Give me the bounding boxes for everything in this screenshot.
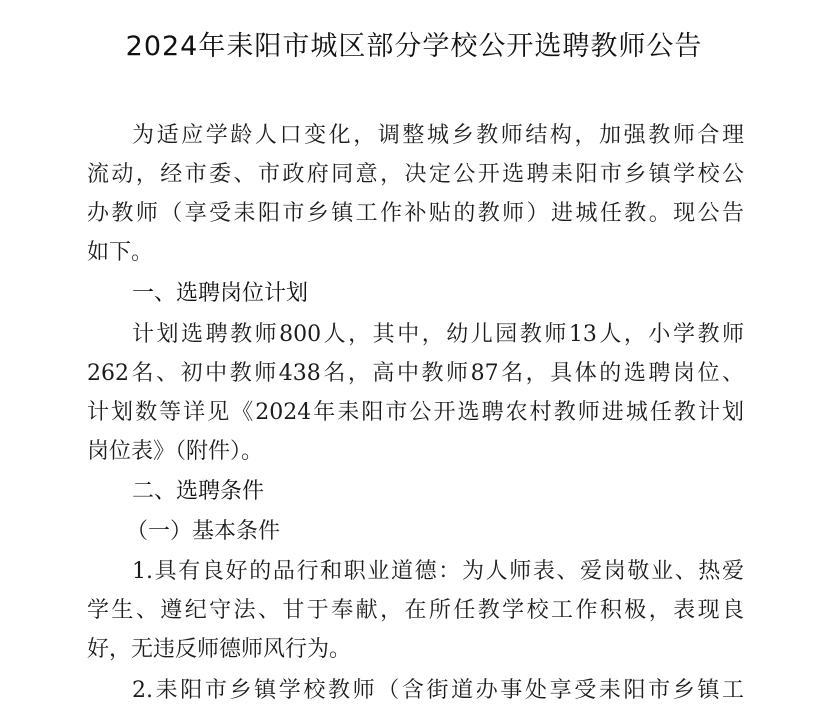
intro-line-3: 办教师（享受耒阳市乡镇工作补贴的教师）进城任教。现公告 — [87, 201, 744, 226]
intro-line-4: 如下。 — [87, 240, 154, 265]
item-1-line-2: 学生、遵纪守法、甘于奉献，在所任教学校工作积极，表现良 — [87, 598, 744, 623]
section-2-heading: 二、选聘条件 — [132, 479, 265, 504]
item-2-line-1: 2.耒阳市乡镇学校教师（含街道办事处享受耒阳市乡镇工 — [132, 678, 744, 703]
page-title: 2024年耒阳市城区部分学校公开选聘教师公告 — [125, 31, 703, 62]
item-1-line-3: 好，无违反师德师风行为。 — [87, 637, 352, 662]
section-1-line-3: 计划数等详见《2024年耒阳市公开选聘农村教师进城任教计划 — [87, 400, 744, 425]
section-2-subheading: （一）基本条件 — [126, 519, 281, 544]
section-1-heading: 一、选聘岗位计划 — [132, 281, 309, 306]
section-1-line-1: 计划选聘教师800人，其中，幼儿园教师13人，小学教师 — [132, 322, 744, 347]
intro-line-1: 为适应学龄人口变化，调整城乡教师结构，加强教师合理 — [132, 123, 744, 148]
item-1-line-1: 1.具有良好的品行和职业道德：为人师表、爱岗敬业、热爱 — [132, 559, 744, 584]
intro-line-2: 流动，经市委、市政府同意，决定公开选聘耒阳市乡镇学校公 — [87, 162, 744, 187]
section-1-line-4: 岗位表》（附件）。 — [87, 439, 264, 464]
section-1-line-2: 262名、初中教师438名，高中教师87名，具体的选聘岗位、 — [87, 361, 744, 386]
